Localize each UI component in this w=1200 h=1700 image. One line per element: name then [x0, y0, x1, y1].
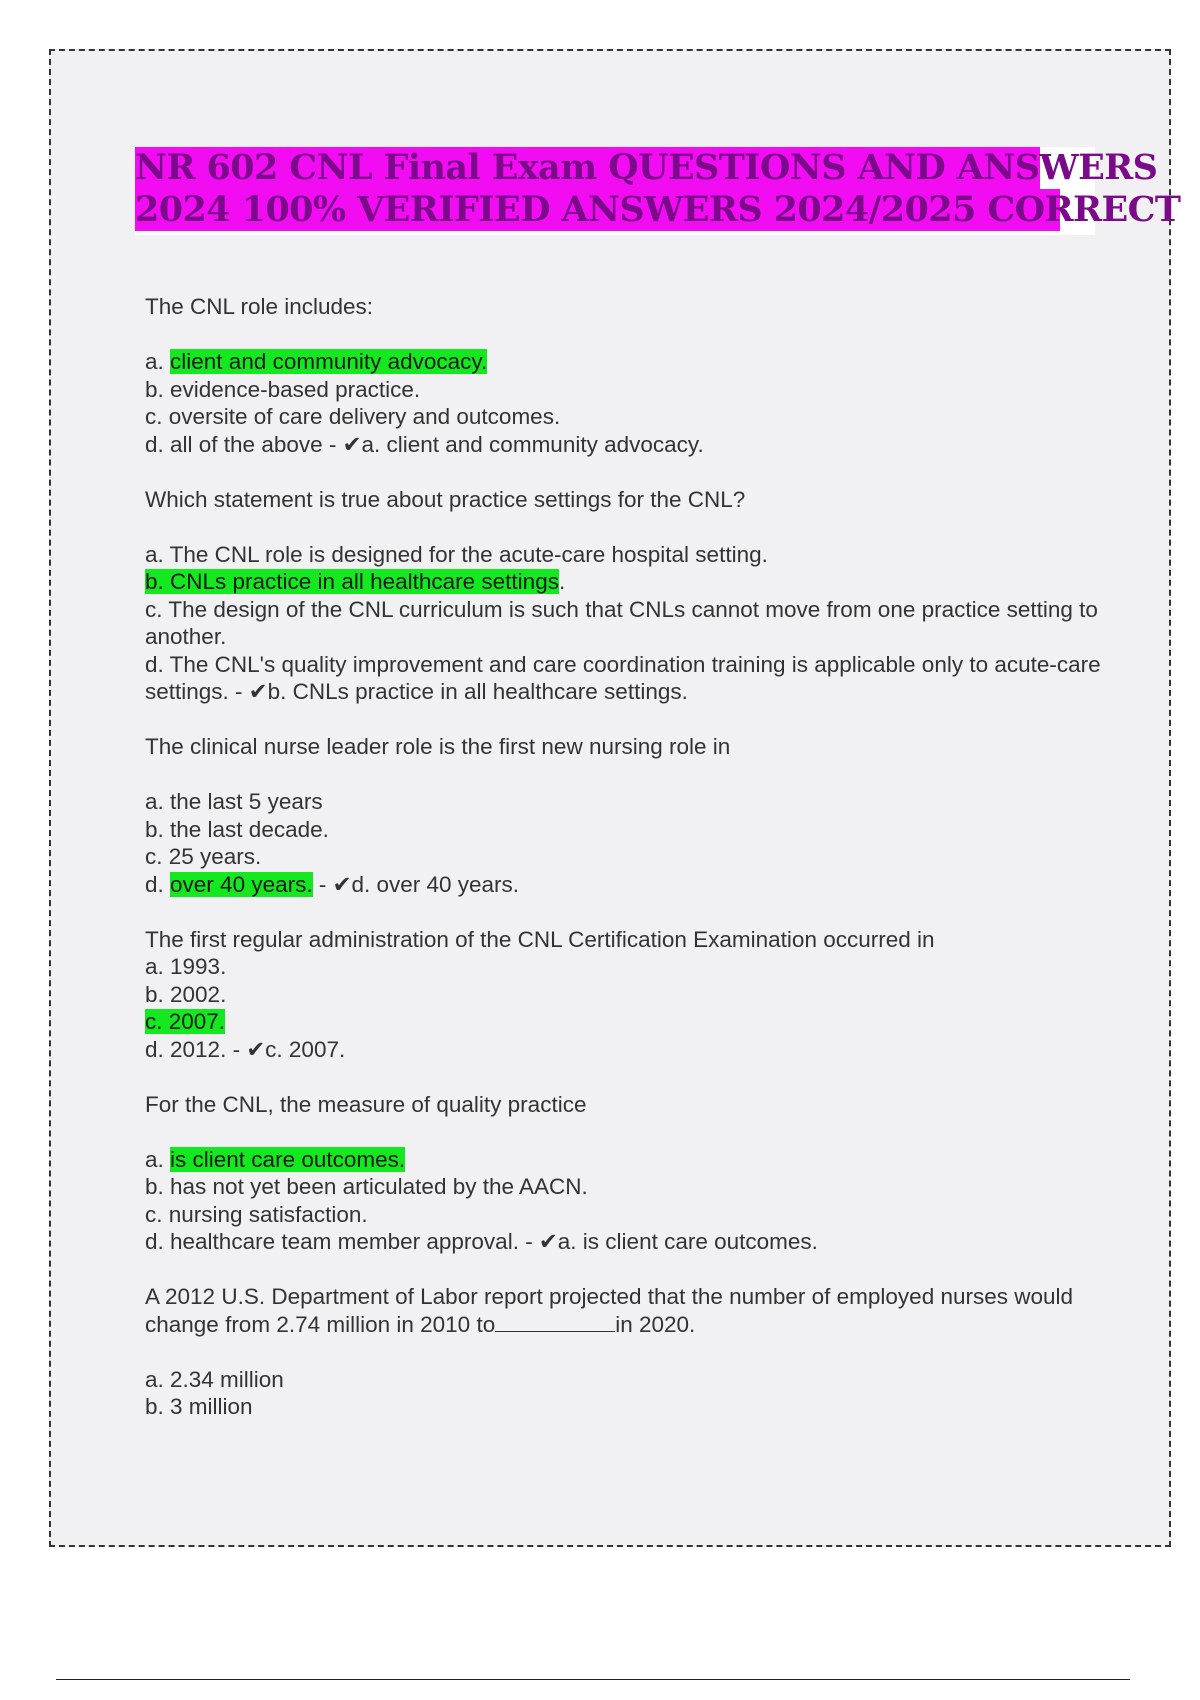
option-d-with-answer: d. healthcare team member approval. - ✔a. is client care outcomes.: [145, 1229, 818, 1254]
option-a: [145, 348, 1145, 376]
option-c: c. nursing satisfaction.: [145, 1201, 368, 1227]
question-block-4: [145, 926, 1145, 1064]
footer-divider: [56, 1679, 1130, 1680]
option-b: [145, 568, 1145, 596]
option-a: a. 1993.: [145, 954, 227, 979]
option-prefix: a.: [145, 349, 171, 374]
option-c: c. oversite of care delivery and outcomes.: [145, 404, 561, 429]
highlighted-answer: b. CNLs practice in all healthcare settings: [145, 569, 559, 594]
option-a: [145, 1146, 1145, 1174]
question-list: [145, 293, 1145, 1421]
option-prefix: d.: [145, 871, 171, 897]
highlighted-answer: client and community advocacy.: [170, 349, 488, 374]
option-a: a. the last 5 years: [145, 789, 323, 814]
title-line-1: NR 602 CNL Final Exam QUESTIONS AND ANSWERS: [135, 147, 1158, 188]
option-d-with-answer: d. 2012. - ✔c. 2007.: [145, 1036, 346, 1062]
question-text: The clinical nurse leader role is the first new nursing role in: [145, 734, 731, 759]
option-b: b. has not yet been articulated by the AACN.: [145, 1174, 588, 1199]
option-b: b. 3 million: [145, 1394, 253, 1419]
option-c: c. The design of the CNL curriculum is such that CNLs cannot move from one practice setting to another.: [145, 596, 1098, 649]
option-prefix: a.: [145, 1146, 171, 1172]
option-d-with-answer: [145, 871, 1145, 899]
title-block: [135, 147, 1181, 235]
option-b: b. 2002.: [145, 981, 227, 1007]
option-a: a. The CNL role is designed for the acute-care hospital setting.: [145, 541, 768, 567]
option-suffix: .: [558, 569, 566, 594]
highlighted-answer: over 40 years.: [170, 871, 313, 897]
question-block-5: [145, 1091, 1145, 1256]
option-d-with-answer: d. The CNL's quality improvement and care coordination training is applicable only to acute-care settings. - ✔b. CNLs practice in all healthcare settings.: [145, 651, 1101, 704]
highlighted-answer: c. 2007.: [145, 1009, 226, 1034]
question-block-2: [145, 486, 1145, 706]
document-page: [49, 49, 1181, 1547]
question-text: The first regular administration of the CNL Certification Examination occurred in: [145, 926, 935, 952]
highlighted-answer: is client care outcomes.: [170, 1146, 406, 1172]
fill-in-blank: [495, 1313, 615, 1332]
option-c: [145, 1008, 1145, 1036]
question-text: Which statement is true about practice settings for the CNL?: [145, 486, 746, 512]
question-text-part-1: A 2012 U.S. Department of Labor report projected that the number of employed nurses would change from 2.74 million in 2010 to: [145, 1284, 1074, 1337]
answer-suffix: - ✔d. over 40 years.: [312, 871, 520, 897]
question-text: [145, 1283, 1105, 1338]
option-b: b. evidence-based practice.: [145, 376, 421, 402]
title-line-2: 2024 100% VERIFIED ANSWERS 2024/2025 CORRECT: [135, 189, 1181, 230]
question-block-3: [145, 733, 1145, 898]
question-block-6: [145, 1283, 1145, 1421]
question-text-part-2: in 2020.: [615, 1311, 696, 1337]
question-block-1: [145, 293, 1145, 458]
question-text: The CNL role includes:: [145, 294, 374, 319]
question-text: For the CNL, the measure of quality practice: [145, 1091, 587, 1117]
option-b: b. the last decade.: [145, 816, 329, 842]
option-d-with-answer: d. all of the above - ✔a. client and community advocacy.: [145, 431, 704, 457]
option-c: c. 25 years.: [145, 844, 262, 869]
option-a: a. 2.34 million: [145, 1366, 284, 1392]
